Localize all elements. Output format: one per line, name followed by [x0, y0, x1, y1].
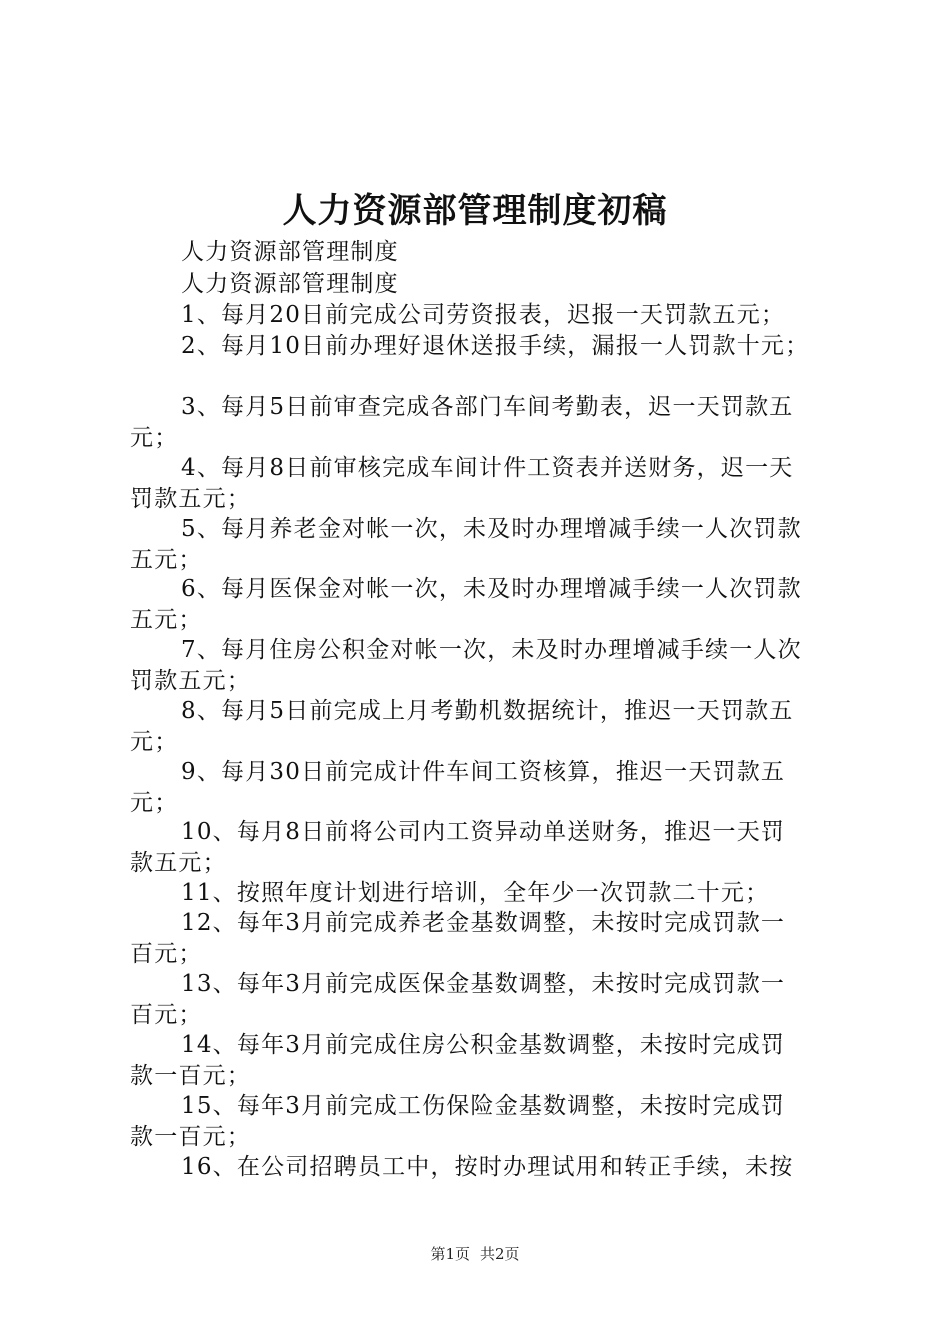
text-line: 罚款五元；: [130, 668, 251, 694]
text-line: 15、每年3月前完成工伤保险金基数调整，未按时完成罚: [181, 1093, 786, 1119]
text-line: 罚款五元；: [130, 486, 251, 512]
text-line: 款一百元；: [130, 1124, 251, 1150]
text-line: 8、每月5日前完成上月考勤机数据统计，推迟一天罚款五: [181, 698, 794, 724]
text-line: 14、每年3月前完成住房公积金基数调整，未按时完成罚: [181, 1032, 786, 1058]
document-title: 人力资源部管理制度初稿: [282, 191, 668, 231]
text-line: 2、每月10日前办理好退休送报手续，漏报一人罚款十元；: [181, 333, 810, 359]
text-line: 元；: [130, 425, 179, 451]
text-line: 16、在公司招聘员工中，按时办理试用和转正手续，未按: [181, 1154, 794, 1180]
text-line: 12、每年3月前完成养老金基数调整，未按时完成罚款一: [181, 910, 786, 936]
text-line: 5、每月养老金对帐一次，未及时办理增减手续一人次罚款: [181, 516, 802, 542]
text-line: 元；: [130, 790, 179, 816]
text-line: 五元；: [130, 607, 203, 633]
text-line: 11、按照年度计划进行培训，全年少一次罚款二十元；: [181, 880, 770, 906]
text-line: 4、每月8日前审核完成车间计件工资表并送财务，迟一天: [181, 455, 794, 481]
text-line: 百元；: [130, 941, 203, 967]
text-line: 五元；: [130, 547, 203, 573]
page-footer: [0, 1243, 950, 1264]
text-line: 6、每月医保金对帐一次，未及时办理增减手续一人次罚款: [181, 576, 802, 602]
page-total: 共2页: [480, 1245, 520, 1263]
text-line: 元；: [130, 729, 179, 755]
text-line: 款一百元；: [130, 1063, 251, 1089]
text-line: 10、每月8日前将公司内工资异动单送财务，推迟一天罚: [181, 819, 786, 845]
text-line: 1、每月20日前完成公司劳资报表，迟报一天罚款五元；: [181, 302, 786, 328]
text-line: 款五元；: [130, 850, 227, 876]
text-line: 3、每月5日前审查完成各部门车间考勤表，迟一天罚款五: [181, 394, 794, 420]
text-line: 9、每月30日前完成计件车间工资核算，推迟一天罚款五: [181, 759, 786, 785]
text-line: 百元；: [130, 1002, 203, 1028]
intro-line: 人力资源部管理制度: [181, 239, 399, 265]
text-line: 7、每月住房公积金对帐一次，未及时办理增减手续一人次: [181, 637, 802, 663]
text-line: 13、每年3月前完成医保金基数调整，未按时完成罚款一: [181, 971, 786, 997]
page-number: 第1页: [430, 1245, 470, 1263]
intro-line: 人力资源部管理制度: [181, 271, 399, 297]
